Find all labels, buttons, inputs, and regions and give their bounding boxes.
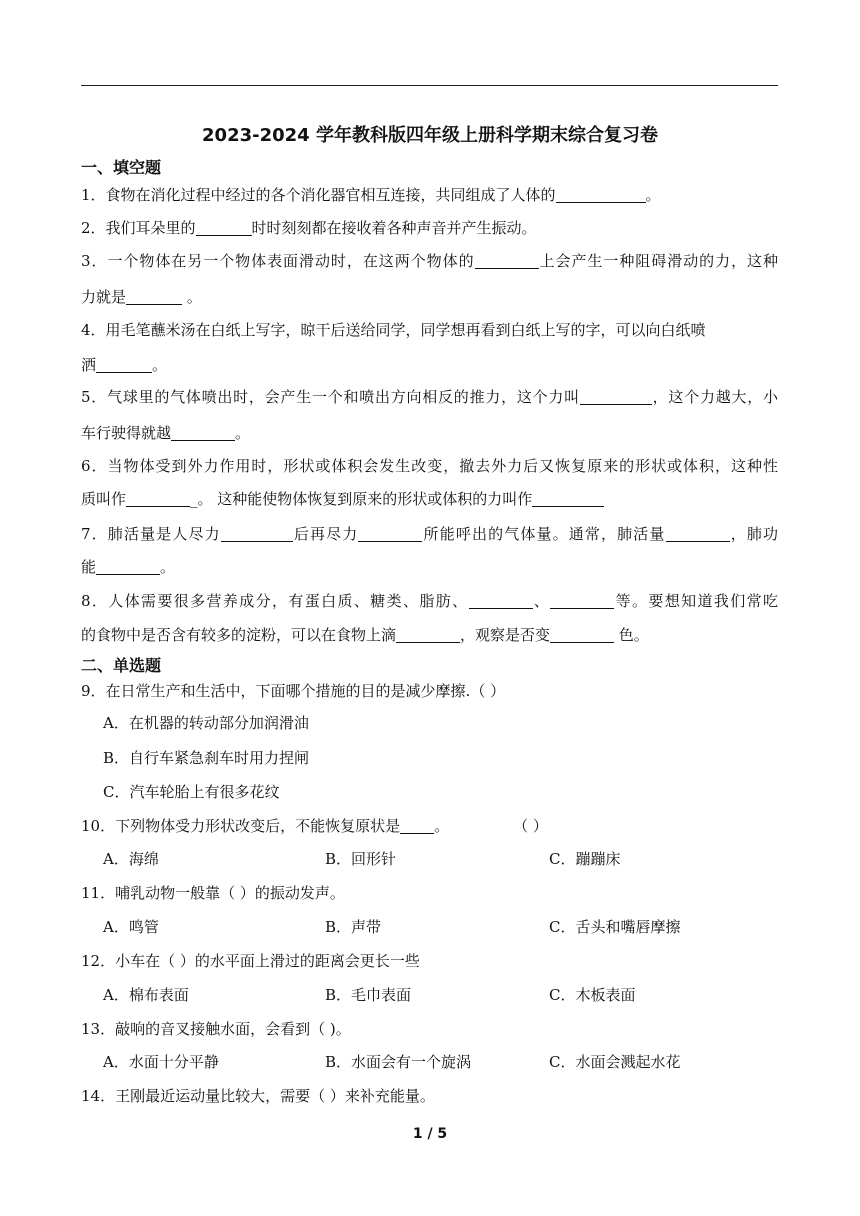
answer-blank[interactable] — [358, 525, 422, 542]
answer-blank[interactable] — [469, 592, 533, 609]
answer-blank[interactable] — [556, 186, 646, 203]
question-7: 7．肺活量是人尽力 后再尽力 所能呼出的气体量。通常，肺活量 ，肺功 — [81, 525, 778, 543]
question-1: 1．食物在消化过程中经过的各个消化器官相互连接，共同组成了人体的 。 — [81, 186, 661, 204]
answer-blank[interactable] — [475, 252, 539, 269]
answer-blank[interactable] — [221, 525, 293, 542]
option-12-a[interactable]: A．棉布表面 — [103, 986, 189, 1004]
option-12-b[interactable]: B．毛巾表面 — [325, 986, 412, 1004]
answer-blank[interactable] — [580, 388, 652, 405]
question-8: 8．人体需要很多营养成分，有蛋白质、糖类、脂肪、 、 等。要想知道我们常吃 — [81, 592, 778, 610]
answer-blank[interactable] — [396, 626, 460, 643]
answer-blank[interactable] — [550, 626, 614, 643]
section-single-choice: 二、单选题 — [81, 656, 162, 675]
question-14: 14．王刚最近运动量比较大，需要（ ）来补充能量。 — [81, 1087, 435, 1105]
option-10-a[interactable]: A．海绵 — [103, 850, 159, 868]
option-12-c[interactable]: C．木板表面 — [549, 986, 636, 1004]
answer-blank[interactable] — [96, 558, 160, 575]
option-9-c[interactable]: C．汽车轮胎上有很多花纹 — [103, 783, 280, 801]
answer-blank[interactable] — [171, 424, 235, 441]
question-6-cont: 质叫作 _。 这种能使物体恢复到原来的形状或体积的力叫作 — [81, 489, 778, 509]
option-10-c[interactable]: C．蹦蹦床 — [549, 850, 621, 868]
option-13-b[interactable]: B．水面会有一个旋涡 — [325, 1053, 472, 1071]
option-11-b[interactable]: B．声带 — [325, 918, 382, 936]
answer-blank[interactable] — [126, 288, 182, 305]
answer-blank[interactable] — [550, 592, 614, 609]
question-11: 11．哺乳动物一般靠（ ）的振动发声。 — [81, 884, 345, 902]
answer-blank[interactable] — [532, 490, 604, 507]
option-13-c[interactable]: C．水面会溅起水花 — [549, 1053, 681, 1071]
answer-blank[interactable] — [126, 490, 190, 507]
option-10-b[interactable]: B．回形针 — [325, 850, 397, 868]
question-7-cont: 能 。 — [81, 558, 176, 576]
option-9-a[interactable]: A．在机器的转动部分加润滑油 — [103, 714, 309, 732]
option-13-a[interactable]: A．水面十分平静 — [103, 1053, 219, 1071]
question-10: 10．下列物体受力形状改变后，不能恢复原状是 。 （ ） — [81, 817, 548, 835]
question-8-cont: 的食物中是否含有较多的淀粉，可以在食物上滴 ，观察是否变 色。 — [81, 626, 649, 644]
question-6: 6．当物体受到外力作用时，形状或体积会发生改变，撤去外力后又恢复原来的形状或体积，这种性 — [81, 457, 778, 475]
section-fill-in: 一、填空题 — [81, 158, 162, 177]
option-11-a[interactable]: A．鸣管 — [103, 918, 159, 936]
page-title: 2023-2024 学年教科版四年级上册科学期末综合复习卷 — [202, 125, 658, 146]
answer-blank[interactable] — [96, 356, 152, 373]
option-11-c[interactable]: C．舌头和嘴唇摩擦 — [549, 918, 681, 936]
header-rule — [81, 85, 778, 86]
answer-blank[interactable] — [666, 525, 730, 542]
answer-blank[interactable] — [400, 817, 434, 834]
question-5: 5．气球里的气体喷出时，会产生一个和喷出方向相反的推力，这个力叫 ，这个力越大，小 — [81, 388, 778, 406]
question-3: 3．一个物体在另一个物体表面滑动时，在这两个物体的 上会产生一种阻碍滑动的力，这种 — [81, 252, 778, 270]
option-9-b[interactable]: B．自行车紧急刹车时用力捏闸 — [103, 749, 310, 767]
question-4-cont: 洒 。 — [81, 356, 168, 374]
question-12: 12．小车在（ ）的水平面上滑过的距离会更长一些 — [81, 952, 420, 970]
question-9: 9．在日常生产和生活中，下面哪个措施的目的是减少摩擦.（ ） — [81, 682, 506, 700]
question-5-cont: 车行驶得就越 。 — [81, 424, 251, 442]
question-4: 4．用毛笔蘸米汤在白纸上写字，晾干后送给同学，同学想再看到白纸上写的字，可以向白纸喷 — [81, 321, 706, 339]
page-number: 1 / 5 — [412, 1126, 448, 1142]
question-3-cont: 力就是 。 — [81, 288, 202, 306]
question-13: 13．敲响的音叉接触水面，会看到（ )。 — [81, 1020, 351, 1038]
question-2: 2．我们耳朵里的 时时刻刻都在接收着各种声音并产生振动。 — [81, 219, 537, 237]
answer-blank[interactable] — [196, 219, 252, 236]
